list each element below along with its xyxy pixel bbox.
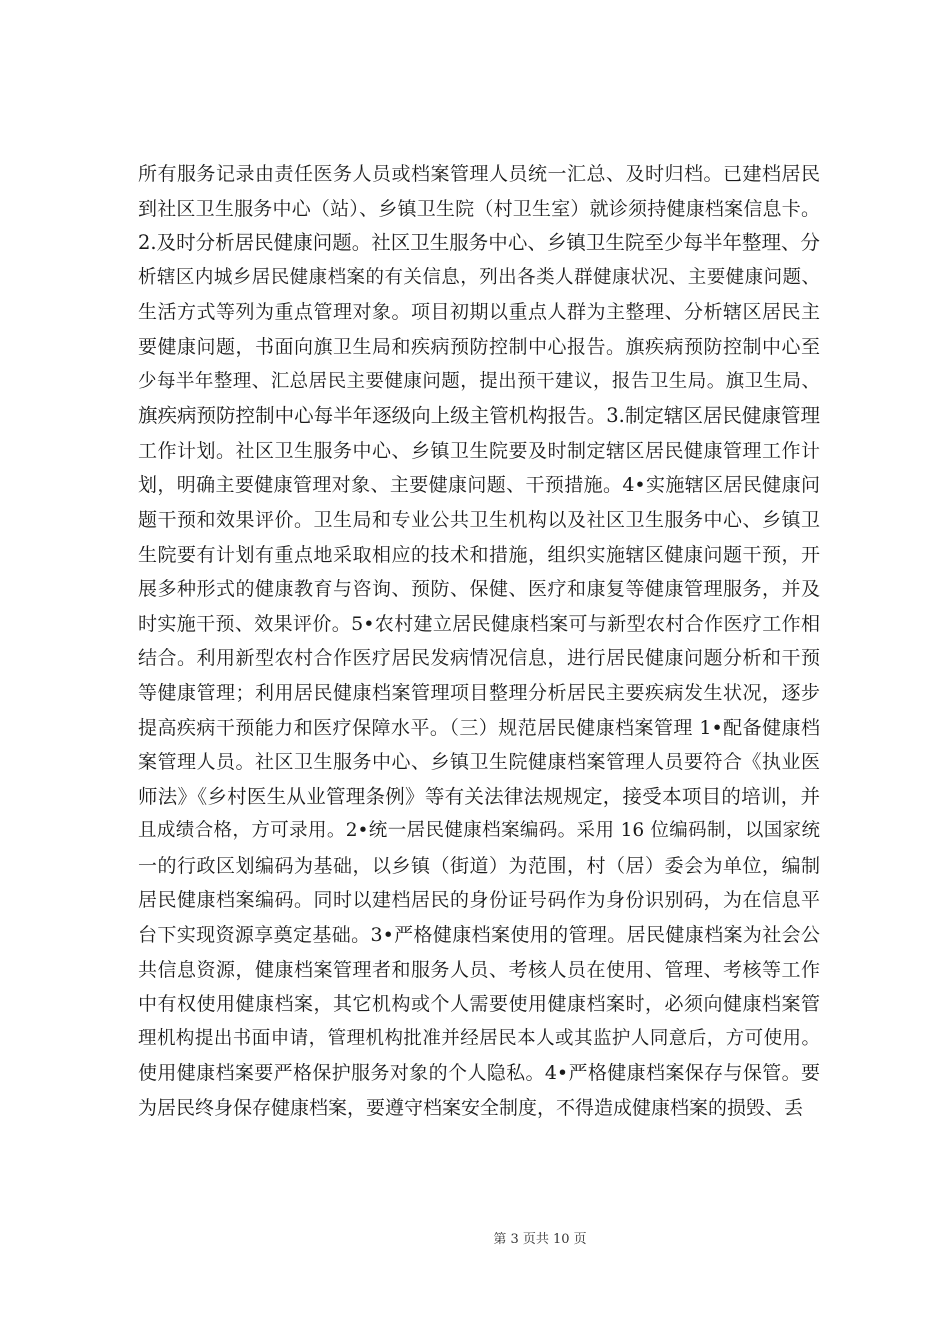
text-line: 提高疾病干预能力和医疗保障水平。（三）规范居民健康档案管理 1•配备健康档 xyxy=(138,716,820,739)
text-line: 为居民终身保存健康档案，要遵守档案安全制度，不得造成健康档案的损毁、丢 xyxy=(138,1097,804,1120)
text-line: 案管理人员。社区卫生服务中心、乡镇卫生院健康档案管理人员要符合《执业医 xyxy=(138,751,820,774)
text-line: 工作计划。社区卫生服务中心、乡镇卫生院要及时制定辖区居民健康管理工作计 xyxy=(138,439,820,462)
text-line: 要健康问题，书面向旗卫生局和疾病预防控制中心报告。旗疾病预防控制中心至 xyxy=(138,335,820,358)
text-line: 生院要有计划有重点地采取相应的技术和措施，组织实施辖区健康问题干预，开 xyxy=(138,543,820,566)
text-line: 时实施干预、效果评价。5•农村建立居民健康档案可与新型农村合作医疗工作相 xyxy=(138,612,820,635)
text-line: 中有权使用健康档案，其它机构或个人需要使用健康档案时，必须向健康档案管 xyxy=(138,993,820,1016)
text-line: 划，明确主要健康管理对象、主要健康问题、干预措施。4•实施辖区居民健康问 xyxy=(138,474,820,497)
text-line: 所有服务记录由责任医务人员或档案管理人员统一汇总、及时归档。已建档居民 xyxy=(138,163,820,185)
text-line: 结合。利用新型农村合作医疗居民发病情况信息，进行居民健康问题分析和干预 xyxy=(138,647,820,670)
text-line: 使用健康档案要严格保护服务对象的个人隐私。4•严格健康档案保存与保管。要 xyxy=(138,1062,820,1085)
text-line: 少每半年整理、汇总居民主要健康问题，提出预干建议，报告卫生局。旗卫生局、 xyxy=(138,370,820,392)
text-line: 析辖区内城乡居民健康档案的有关信息，列出各类人群健康状况、主要健康问题、 xyxy=(138,266,820,288)
page-number: 第 3 页共 10 页 xyxy=(493,1232,587,1247)
text-line: 2.及时分析居民健康问题。社区卫生服务中心、乡镇卫生院至少每半年整理、分 xyxy=(138,231,820,255)
text-line: 等健康管理；利用居民健康档案管理项目整理分析居民主要疾病发生状况，逐步 xyxy=(138,681,820,704)
body-text xyxy=(138,157,820,1126)
text-line: 台下实现资源享奠定基础。3•严格健康档案使用的管理。居民健康档案为社会公 xyxy=(138,924,820,947)
text-line: 师法》《乡村医生从业管理条例》等有关法律法规规定，接受本项目的培训，并 xyxy=(138,784,820,808)
text-line: 题干预和效果评价。卫生局和专业公共卫生机构以及社区卫生服务中心、乡镇卫 xyxy=(138,508,820,531)
text-line: 且成绩合格，方可录用。2•统一居民健康档案编码。采用 16 位编码制，以国家统 xyxy=(138,820,820,842)
text-line: 理机构提出书面申请，管理机构批准并经居民本人或其监护人同意后，方可使用。 xyxy=(138,1027,820,1049)
text-line: 居民健康档案编码。同时以建档居民的身份证号码作为身份识别码，为在信息平 xyxy=(138,889,820,912)
text-line: 一的行政区划编码为基础，以乡镇（街道）为范围，村（居）委会为单位，编制 xyxy=(138,854,820,877)
text-line: 到社区卫生服务中心（站）、乡镇卫生院（村卫生室）就诊须持健康档案信息卡。 xyxy=(138,197,820,220)
text-line: 旗疾病预防控制中心每半年逐级向上级主管机构报告。3.制定辖区居民健康管理 xyxy=(138,404,820,428)
text-line: 展多种形式的健康教育与咨询、预防、保健、医疗和康复等健康管理服务，并及 xyxy=(138,578,820,601)
text-line: 生活方式等列为重点管理对象。项目初期以重点人群为主整理、分析辖区居民主 xyxy=(138,301,820,324)
text-line: 共信息资源，健康档案管理者和服务人员、考核人员在使用、管理、考核等工作 xyxy=(138,958,820,981)
